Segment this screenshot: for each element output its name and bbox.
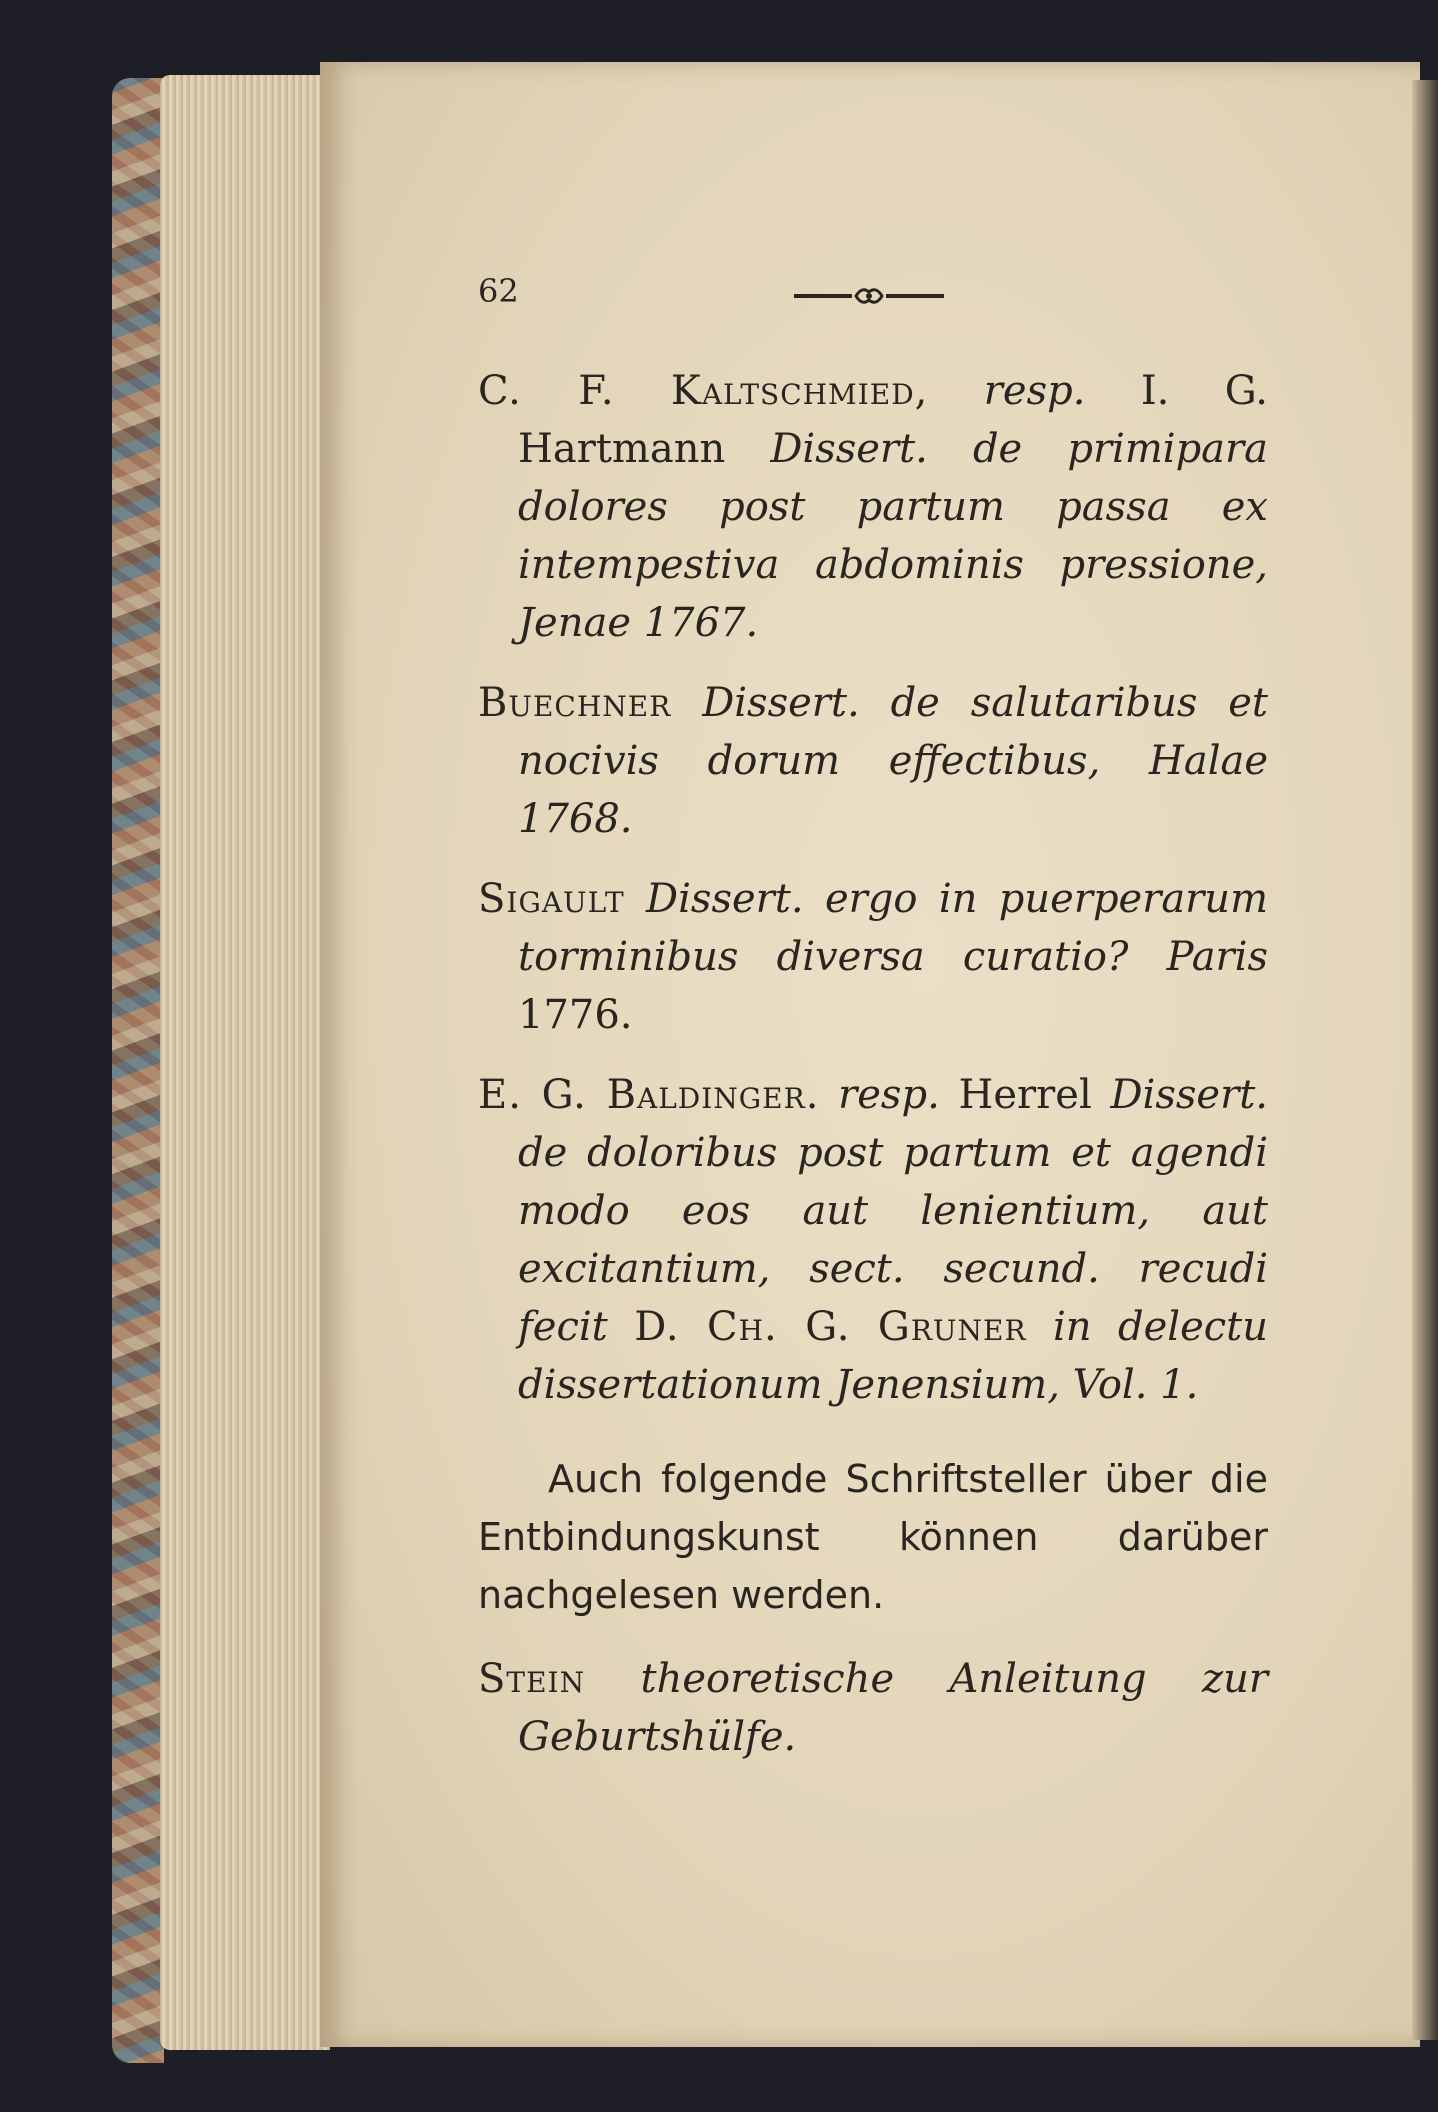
bibliography: [478, 362, 1268, 1788]
entry-author: E. G. Baldinger.: [478, 1072, 820, 1118]
page-right-edge: [1412, 80, 1438, 2040]
entry-work: Dissert. ergo in puerperarum torminibus diversa curatio? Paris: [518, 876, 1268, 980]
ornament-icon: [794, 286, 944, 306]
entry-reprint-author: D. Ch. G. Gruner: [634, 1304, 1027, 1350]
page-header: [478, 272, 1268, 312]
bibliography-entry-baldinger: [478, 1066, 1268, 1414]
entry-author: Stein: [478, 1656, 586, 1702]
entry-author: Sigault: [478, 876, 625, 922]
entry-author: Buechner: [478, 680, 672, 726]
entry-work: Dissert. de salutaribus et nocivis dorum effectibus,: [518, 680, 1269, 784]
page-edges: [160, 75, 330, 2050]
page-number: 62: [478, 272, 519, 310]
entry-place-year: Jenae 1767.: [518, 600, 759, 646]
body-paragraph: Auch folgende Schriftsteller über die Entbindungskunst können darüber nachgelesen werden.: [478, 1457, 1268, 1617]
entry-resp-name: I. G. Hartmann: [518, 368, 1269, 472]
bibliography-entry-kaltschmied: [478, 362, 1268, 652]
entry-reprint-work: in delectu dissertationum Jenensium, Vol. 1.: [518, 1304, 1269, 1408]
bibliography-entry-buechner: [478, 674, 1268, 848]
book-cover-marbled: [112, 78, 164, 2063]
entry-resp: resp.: [838, 1072, 940, 1118]
bibliography-entry-stein: [478, 1650, 1268, 1766]
entry-place-year: 1776.: [518, 992, 633, 1038]
entry-work: Dissert. de primipara dolores post partum passa ex intempestiva abdominis pressione,: [518, 426, 1268, 588]
entry-resp-name: Herrel: [958, 1072, 1092, 1118]
bibliography-entry-sigault: [478, 870, 1268, 1044]
entry-work: theoretische Anleitung zur Geburtshülfe.: [518, 1656, 1269, 1760]
entry-place-year: Halae 1768.: [518, 738, 1269, 842]
entry-author: C. F. Kaltschmied,: [478, 368, 929, 414]
entry-resp: resp.: [983, 368, 1086, 414]
entry-work: Dissert. de doloribus post partum et agendi modo eos aut lenientium, aut excitantium, sect. secund. recudi fecit: [518, 1072, 1268, 1350]
